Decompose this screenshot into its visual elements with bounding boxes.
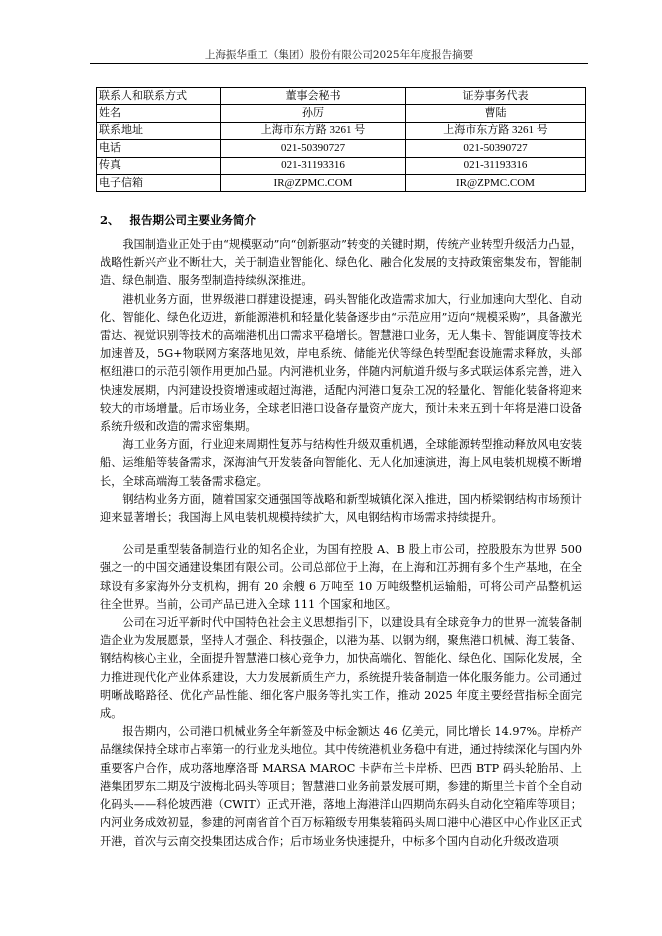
table-cell: IR@ZPMC.COM [406, 174, 586, 191]
paragraph: 钢结构业务方面，随着国家交通强国等战略和新型城镇化深入推进，国内桥梁钢结构市场预计迎来显著增长；我国海上风电装机规模持续扩大，风电钢结构市场需求持续提升。 [100, 492, 582, 525]
table-header-cell: 联系人和联系方式 [97, 88, 221, 105]
table-row [97, 122, 586, 139]
table-cell: 电话 [97, 140, 221, 157]
table-cell: 021-50390727 [406, 140, 586, 157]
table-cell: IR@ZPMC.COM [221, 174, 406, 191]
table-row [97, 140, 586, 157]
table-row [97, 157, 586, 174]
header-rule [90, 63, 588, 64]
page-header: 上海振华重工（集团）股份有限公司2025年年度报告摘要 [204, 49, 474, 61]
paragraph: 海工业务方面，行业迎来周期性复苏与结构性升级双重机遇，全球能源转型推动释放风电安装船、运维船等装备需求，深海油气开发装备向智能化、无人化加速演进，海上风电装机规模不断增长，全球高端海工装备需求稳定。 [100, 438, 582, 488]
paragraph: 港机业务方面，世界级港口群建设提速，码头智能化改造需求加大，行业加速向大型化、自动化、智能化、绿色化迈进，新能源港机和轻量化装备逐步由“示范应用”迈向“规模采购”，具备激光雷达、视觉识别等技术的高端港机出口需求平稳增长。智慧港口业务，无人集卡、智能调度等技术加速普及，5G+物联网方案落地见效，岸电系统、储能光伏等绿色转型配套设施需求释放，头部枢纽港口的示范引领作用更加凸显。内河港机业务，伴随内河航道升级与多式联运体系完善，进入快速发展期，内河建设投资增速或超过海港，适配内河港口复杂工况的轻量化、智能化装备将迎来较大的市场增量。后市场业务，全球老旧港口设备存量资产庞大，预计未来五到十年将是港口设备系统升级和改造的需求密集期。 [100, 292, 582, 434]
table-cell: 电子信箱 [97, 174, 221, 191]
table-cell: 021-50390727 [221, 140, 406, 157]
table-cell: 孙厉 [221, 105, 406, 122]
table-header-row [97, 88, 586, 105]
table-cell: 姓名 [97, 105, 221, 122]
table-row [97, 174, 586, 191]
table-header-cell: 证券事务代表 [406, 88, 586, 105]
paragraph: 我国制造业正处于由“规模驱动”向“创新驱动”转变的关键时期，传统产业转型升级活力凸显，战略性新兴产业不断壮大，关于制造业智能化、绿色化、融合化发展的支持政策密集发布，智能制造、绿色制造、服务型制造持续纵深推进。 [100, 238, 582, 288]
body-text [100, 236, 582, 851]
table-header-cell: 董事会秘书 [221, 88, 406, 105]
section-number: 2、 [100, 213, 120, 227]
section-heading [100, 212, 256, 228]
section-title: 报告期公司主要业务简介 [129, 213, 257, 227]
table-row [97, 105, 586, 122]
paragraph: 公司是重型装备制造行业的知名企业，为国有控股 A、B 股上市公司，控股股东为世界 500 强之一的中国交通建设集团有限公司。公司总部位于上海，在上海和江苏拥有多个生产基地，在全球设有多家海外分支机构，拥有 20 余艘 6 万吨至 10 万吨级整机运输船，可将公司产品整机运往全世界。当前，公司产品已进入全球 111 个国家和地区。 [100, 543, 582, 611]
table-cell: 联系地址 [97, 122, 221, 139]
table-cell: 传真 [97, 157, 221, 174]
table-cell: 上海市东方路 3261 号 [221, 122, 406, 139]
table-cell: 021-31193316 [406, 157, 586, 174]
contact-table [96, 87, 586, 192]
paragraph: 报告期内，公司港口机械业务全年新签及中标金额达 46 亿美元，同比增长 14.97%。岸桥产品继续保持全球市占率第一的行业龙头地位。其中传统港机业务稳中有进，通过持续深化与国内外重要客户合作，成功落地摩洛哥 MARSA MAROC 卡萨布兰卡岸桥、巴西 BTP 码头轮胎吊、上港集团罗东二期及宁波梅北码头等项目；智慧港口业务前景发展可期，参建的斯里兰卡首个全自动化码头——科伦坡西港（CWIT）正式开港，落地上海港洋山四期尚东码头自动化空箱库等项目；内河业务成效初显，参建的河南省首个百万标箱级专用集装箱码头周口港中心港区中心作业区正式开港，首次与云南交投集团达成合作；后市场业务快速提升，中标多个国内自动化升级改造项 [100, 725, 582, 848]
table-cell: 上海市东方路 3261 号 [406, 122, 586, 139]
table-cell: 曹陆 [406, 105, 586, 122]
paragraph: 公司在习近平新时代中国特色社会主义思想指引下，以建设具有全球竞争力的世界一流装备制造企业为发展愿景，坚持人才强企、科技强企，以港为基、以钢为纲，聚焦港口机械、海工装备、钢结构核心主业，全面提升智慧港口核心竞争力，加快高端化、智能化、绿色化、国际化发展，全力推进现代化产业体系建设，大力发展新质生产力，系统提升装备制造一体化服务能力。公司通过明晰战略路径、优化产品性能、细化客户服务等扎实工作，推动 2025 年度主要经营指标全面完成。 [100, 616, 582, 721]
table-cell: 021-31193316 [221, 157, 406, 174]
